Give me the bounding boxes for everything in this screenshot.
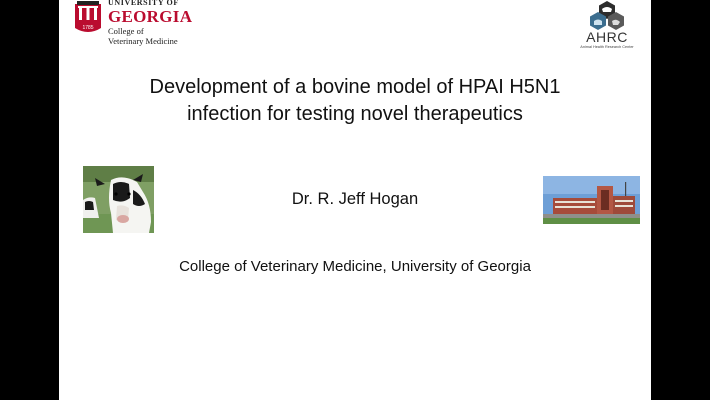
title-line-2: infection for testing novel therapeutics — [187, 103, 523, 125]
title-line-1: Development of a bovine model of HPAI H5N1 — [149, 76, 561, 98]
ahrc-logo — [575, 0, 639, 54]
affiliation: College of Veterinary Medicine, University of Georgia — [179, 258, 531, 275]
ahrc-hexagon-icon — [585, 0, 629, 30]
slide-title — [59, 74, 651, 128]
ahrc-name: AHRC — [586, 29, 628, 45]
uga-college-line1: College of — [108, 26, 144, 36]
uga-university-of: UNIVERSITY OF — [108, 0, 179, 7]
title-slide — [59, 0, 651, 400]
uga-georgia: GEORGIA — [108, 7, 193, 26]
uga-arch-icon — [73, 0, 103, 34]
uga-logo — [73, 0, 213, 48]
uga-college-line2: Veterinary Medicine — [108, 35, 178, 46]
author-name: Dr. R. Jeff Hogan — [291, 190, 419, 208]
uga-year: 1785 — [82, 25, 94, 31]
building-photo — [543, 176, 640, 224]
ahrc-subtitle: Animal Health Research Center — [580, 45, 634, 49]
